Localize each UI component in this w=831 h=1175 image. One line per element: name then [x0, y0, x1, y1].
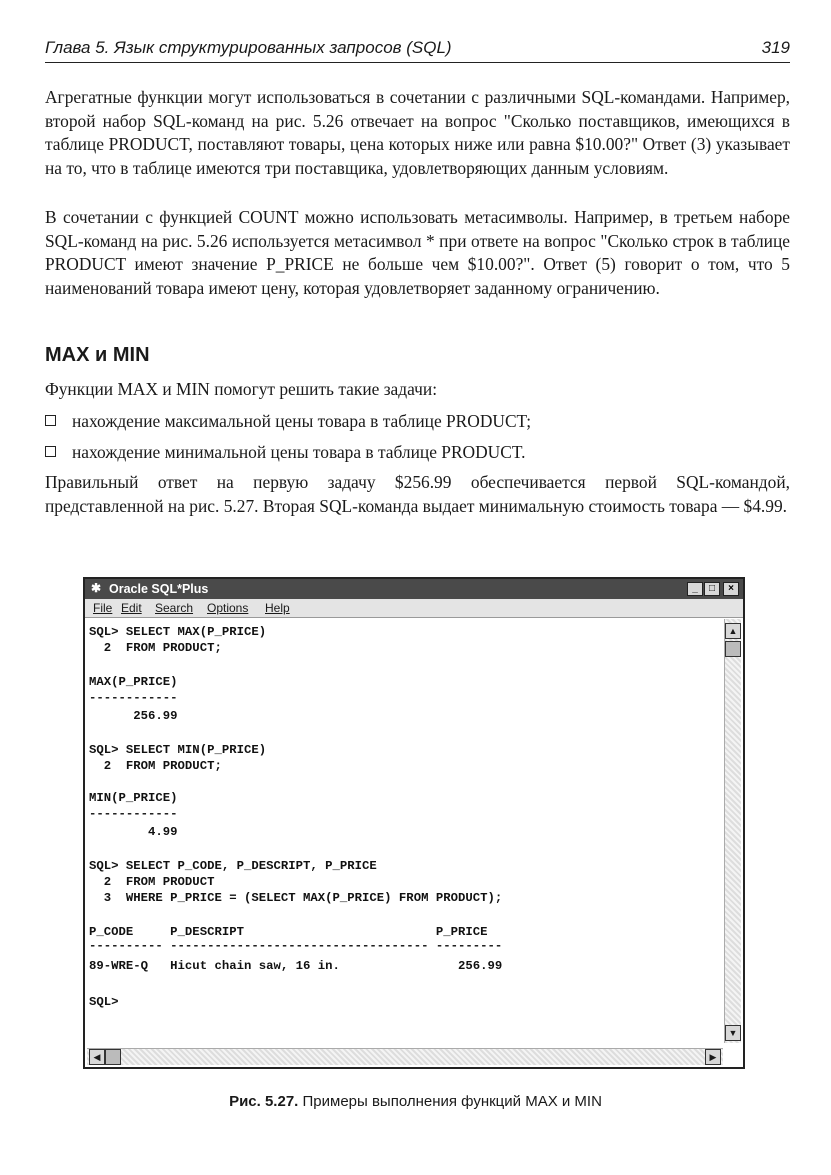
scroll-left-icon[interactable]: ◀: [89, 1049, 105, 1065]
console-line: ------------: [89, 807, 178, 821]
scroll-down-icon[interactable]: ▼: [725, 1025, 741, 1041]
menu-file[interactable]: File: [93, 601, 113, 615]
console-line: SQL> SELECT MIN(P_PRICE): [89, 743, 267, 757]
oracle-app-icon: ✱: [91, 581, 102, 595]
hscroll-thumb[interactable]: [105, 1049, 121, 1065]
paragraph-answer: Правильный ответ на первую задачу $256.99 обеспечивается первой SQL-командой, представленной на рис. 5.27. Вторая SQL-команда выдает минимальную стоимость товара — $4.99.: [45, 472, 790, 516]
console-line: 2 FROM PRODUCT: [89, 875, 215, 889]
bullet-box-icon: [45, 446, 56, 457]
menu-edit[interactable]: Edit: [121, 601, 142, 615]
console-line: 4.99: [89, 825, 178, 839]
window-title: Oracle SQL*Plus: [109, 582, 209, 596]
page-number: 319: [761, 38, 790, 57]
console-line: SQL> SELECT MAX(P_PRICE): [89, 625, 267, 639]
console-line: ------------: [89, 691, 178, 705]
bullet-item-max: [45, 410, 531, 433]
caption-text: Примеры выполнения функций MAX и MIN: [302, 1093, 602, 1110]
paragraph-aggregate-functions: Агрегатные функции могут использоваться в сочетании с различными SQL-командами. Например, второй набор SQL-команд на рис. 5.26 отвечает на вопрос "Сколько поставщиков, имеющихся в таблице PRODUCT, поставляют товары, цена которых ниже или равна $10.00?" Ответ (3) указывает на то, что в таблице имеются три поставщика, удовлетворяющих данным условиям.: [45, 87, 790, 178]
paragraph-count-wildcard: В сочетании с функцией COUNT можно использовать метасимволы. Например, в третьем наборе SQL-команд на рис. 5.26 используется метасимвол * при ответе на вопрос "Сколько строк в таблице PRODUCT имеют значение P_PRICE не больше чем $10.00?". Ответ (5) говорит о том, что 5 наименований товара имеют цену, которая удовлетворяет заданному ограничению.: [45, 207, 790, 298]
menu-bar: [85, 599, 743, 618]
bullet-box-icon: [45, 415, 56, 426]
scroll-thumb[interactable]: [725, 641, 741, 657]
menu-search[interactable]: Search: [155, 601, 194, 615]
console-line: P_CODE P_DESCRIPT P_PRICE: [89, 925, 488, 939]
close-icon[interactable]: ×: [723, 582, 739, 596]
vertical-scrollbar[interactable]: [724, 619, 741, 1043]
scroll-right-icon[interactable]: ▶: [705, 1049, 721, 1065]
bullet-item-min: [45, 441, 526, 464]
console-line: 3 WHERE P_PRICE = (SELECT MAX(P_PRICE) FROM PRODUCT);: [89, 891, 503, 905]
console-line: 89-WRE-Q Hicut chain saw, 16 in. 256.99: [89, 959, 503, 973]
horizontal-scrollbar[interactable]: [87, 1048, 723, 1065]
bullet-text: нахождение минимальной цены товара в таблице PRODUCT.: [72, 442, 526, 462]
menu-help[interactable]: Help: [265, 601, 290, 615]
section-heading: MAX и MIN: [45, 344, 150, 366]
console-line: SQL> SELECT P_CODE, P_DESCRIPT, P_PRICE: [89, 859, 377, 873]
page-header: [45, 36, 790, 63]
console-line: MAX(P_PRICE): [89, 675, 178, 689]
maximize-icon[interactable]: □: [704, 582, 720, 596]
paragraph-intro-max-min: Функции MAX и MIN помогут решить такие задачи:: [45, 379, 438, 399]
console-line: 2 FROM PRODUCT;: [89, 759, 222, 773]
scroll-up-icon[interactable]: ▲: [725, 623, 741, 639]
bullet-text: нахождение максимальной цены товара в таблице PRODUCT;: [72, 411, 532, 431]
figure-caption: [0, 1093, 831, 1110]
caption-label: Рис. 5.27.: [229, 1093, 299, 1110]
console-line: 256.99: [89, 709, 178, 723]
menu-options[interactable]: Options: [207, 601, 249, 615]
sqlplus-window: [83, 577, 745, 1069]
minimize-icon[interactable]: _: [687, 582, 703, 596]
console-line: 2 FROM PRODUCT;: [89, 641, 222, 655]
console-output[interactable]: [89, 621, 717, 1029]
console-line: MIN(P_PRICE): [89, 791, 178, 805]
console-line: ---------- ----------------------------------- ---------: [89, 939, 503, 953]
window-titlebar[interactable]: [85, 579, 743, 599]
chapter-title: Глава 5. Язык структурированных запросов (SQL): [45, 38, 452, 57]
console-line: SQL>: [89, 995, 119, 1009]
